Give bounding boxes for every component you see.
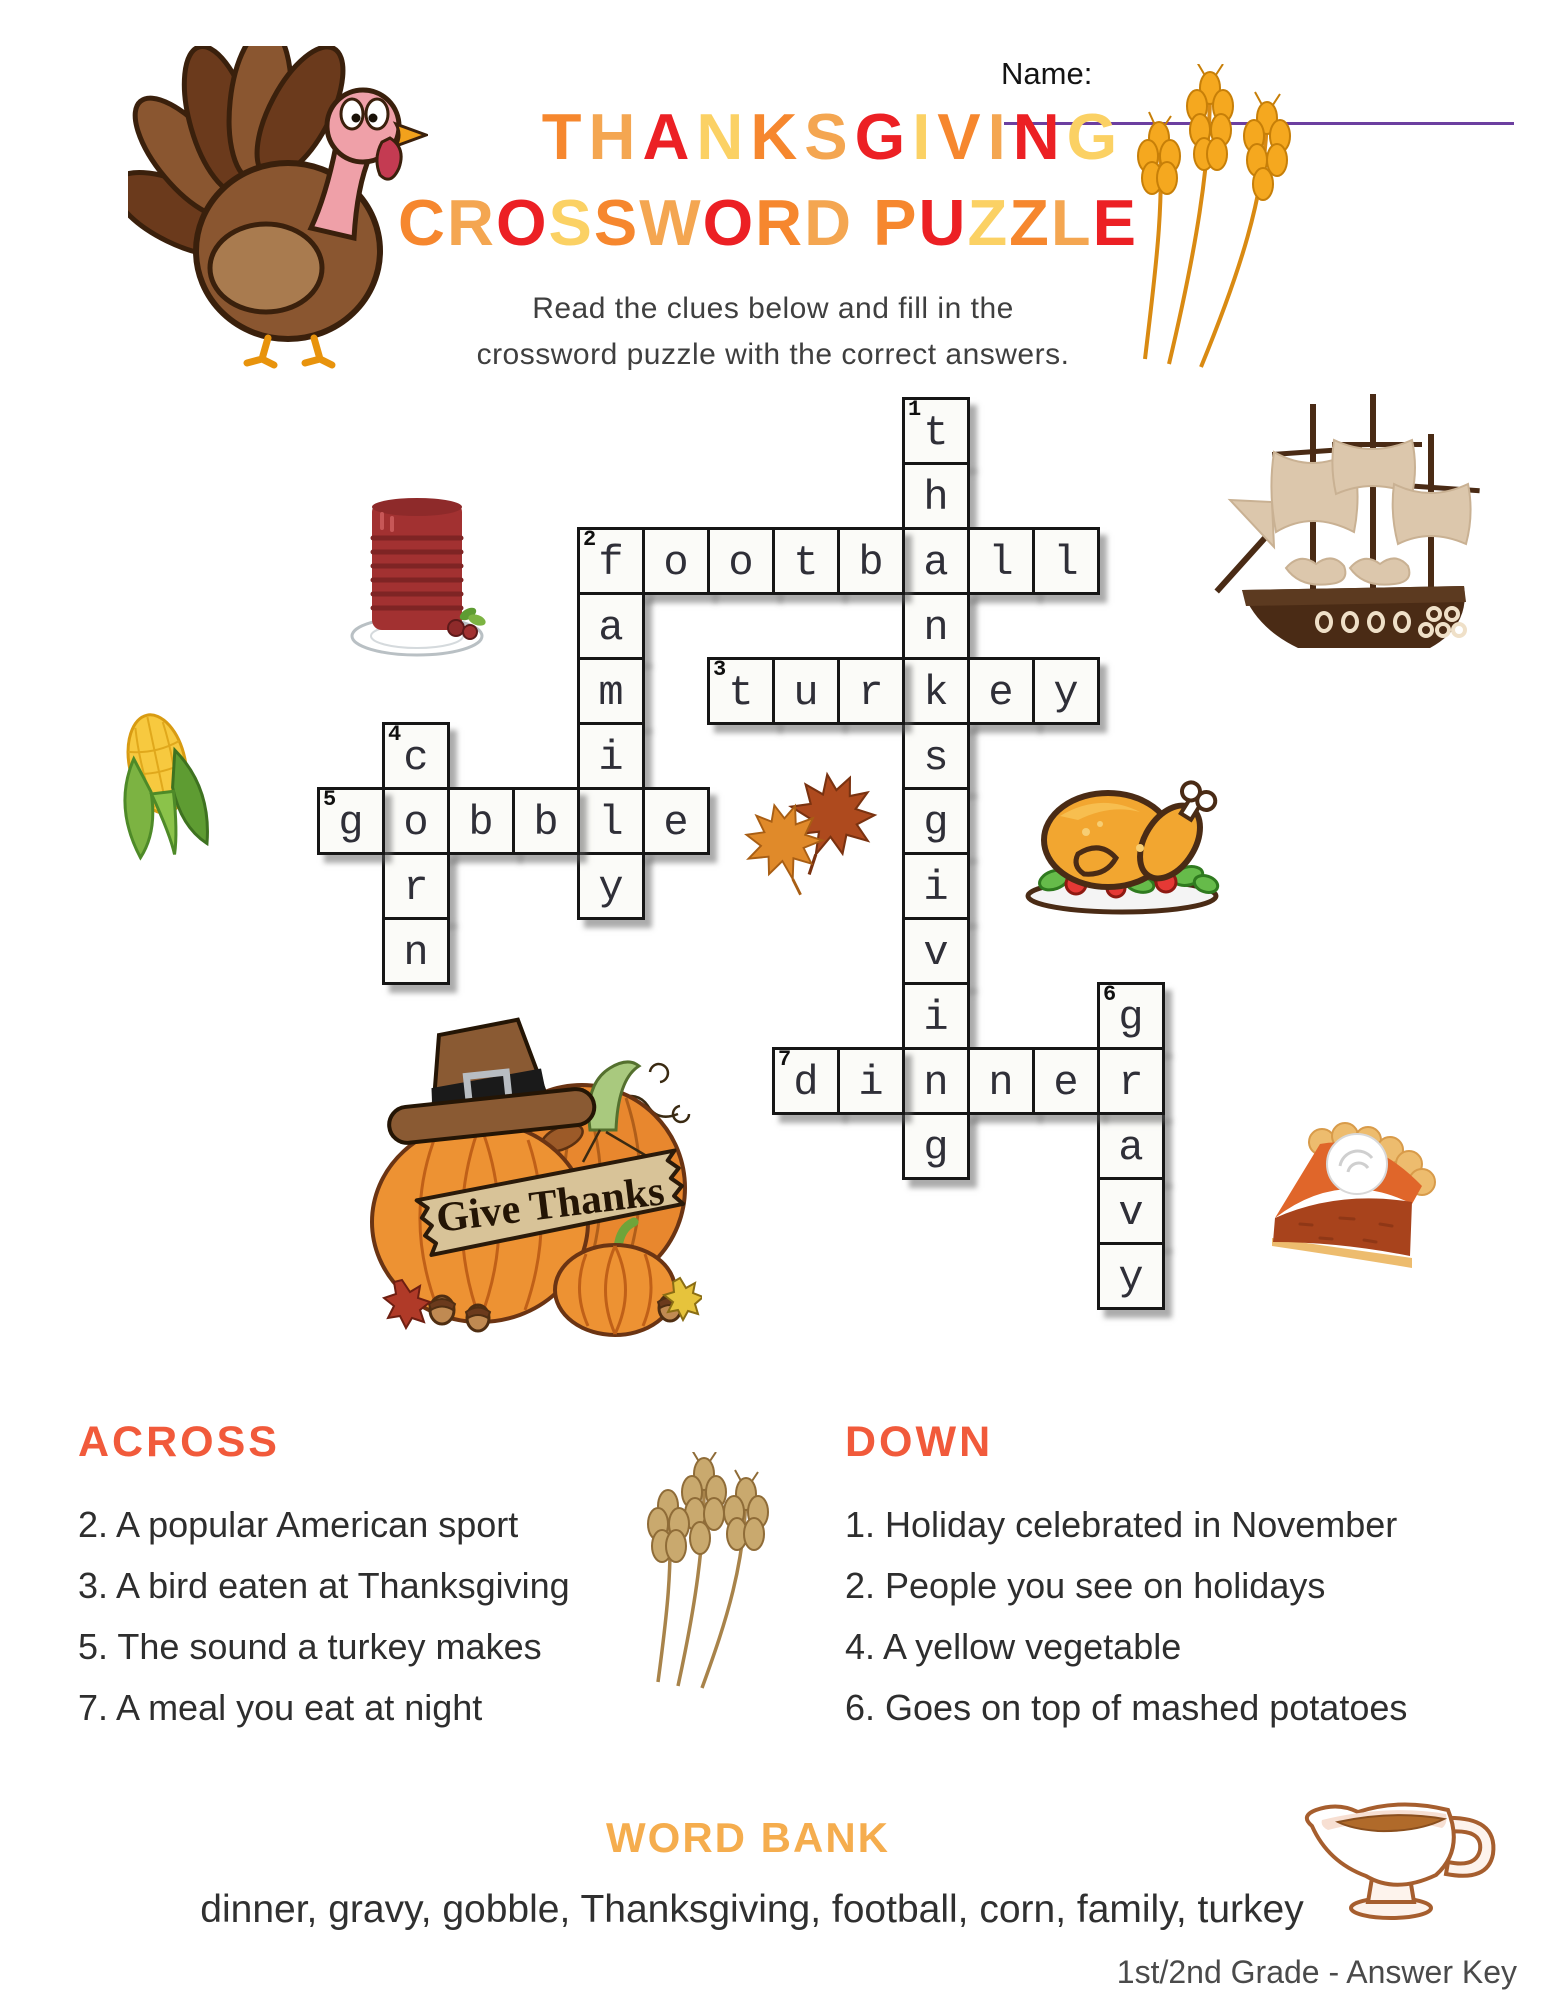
crossword-cell[interactable] [382,787,450,855]
crossword-cell[interactable] [1032,1047,1100,1115]
cell-letter: i [923,863,949,912]
cell-number: 5 [323,787,337,812]
pumpkin-pie-icon [1260,1106,1438,1278]
title-letter: Z [1009,186,1051,259]
crossword-cell[interactable] [707,657,775,725]
crossword-cell[interactable] [642,787,710,855]
crossword-cell[interactable] [967,527,1035,595]
name-label: Name: [1001,56,1093,91]
cell-letter: n [923,603,949,652]
title-letter: I [987,100,1013,173]
title-letter: O [702,186,756,259]
title-letter: L [1050,186,1093,259]
cell-letter: l [988,538,1014,587]
grade-answer-key-label: 1st/2nd Grade - Answer Key [1116,1954,1517,1990]
golden-wheat-icon [1115,64,1320,372]
crossword-cell[interactable] [837,527,905,595]
crossword-cell[interactable] [772,657,840,725]
cell-letter: r [858,668,884,717]
cell-letter: o [728,538,754,587]
crossword-cell[interactable] [317,787,385,855]
cell-letter: l [1053,538,1079,587]
crossword-cell[interactable] [902,462,970,530]
crossword-cell[interactable] [1097,1112,1165,1180]
cell-letter: b [858,538,884,587]
across-clue-5: 5. The sound a turkey makes [78,1626,542,1667]
cell-letter: i [858,1058,884,1107]
cell-letter: r [403,863,429,912]
title-letter: S [593,186,640,259]
cell-letter: g [1118,993,1144,1042]
cell-letter: e [988,668,1014,717]
cell-letter: t [728,668,754,717]
crossword-cell[interactable] [902,852,970,920]
crossword-cell[interactable] [382,852,450,920]
title-letter: E [1092,186,1138,259]
cell-number: 3 [713,657,727,682]
title-letter: R [755,186,805,259]
cell-letter: l [598,798,624,847]
across-clues [78,1494,570,1738]
title-letter: P [873,186,919,259]
crossword-cell[interactable] [512,787,580,855]
title-letter: A [642,100,697,173]
cell-letter: y [1118,1253,1144,1302]
title-letter: D [804,186,854,259]
word-bank-header: WORD BANK [606,1814,890,1861]
cell-letter: y [598,863,624,912]
cell-letter: u [793,668,819,717]
cell-letter: t [793,538,819,587]
title-line-2 [398,186,1138,259]
cell-letter: a [598,603,624,652]
crossword-cell[interactable] [902,657,970,725]
crossword-cell[interactable] [577,527,645,595]
cell-letter: m [598,668,624,717]
down-clues [845,1494,1407,1738]
cell-letter: y [1053,668,1079,717]
title-letter: K [750,100,805,173]
crossword-cell[interactable] [382,917,450,985]
corn-cob-icon [106,706,214,864]
crossword-cell[interactable] [577,592,645,660]
crossword-cell[interactable] [902,787,970,855]
title-line-1 [541,100,1125,173]
title-letter: G [1066,100,1125,173]
crossword-cell[interactable] [707,527,775,595]
cell-letter: e [1053,1058,1079,1107]
cell-letter: v [1118,1188,1144,1237]
cell-letter: g [923,1123,949,1172]
crossword-cell[interactable] [1097,1177,1165,1245]
crossword-cell[interactable] [577,722,645,790]
crossword-cell[interactable] [772,1047,840,1115]
crossword-cell[interactable] [1032,657,1100,725]
cell-letter: i [598,733,624,782]
down-clue-4: 4. A yellow vegetable [845,1626,1182,1667]
across-clue-3: 3. A bird eaten at Thanksgiving [78,1565,570,1606]
cell-letter: n [988,1058,1014,1107]
crossword-cell[interactable] [902,1047,970,1115]
crossword-cell[interactable] [837,1047,905,1115]
title-letter [853,186,873,259]
crossword-cell[interactable] [577,852,645,920]
cell-letter: o [403,798,429,847]
cell-letter: i [923,993,949,1042]
crossword-cell[interactable] [837,657,905,725]
crossword-cell[interactable] [1032,527,1100,595]
cell-number: 1 [908,397,922,422]
crossword-cell[interactable] [642,527,710,595]
tan-wheat-icon [634,1452,792,1692]
title-letter: I [912,100,938,173]
crossword-cell[interactable] [1097,1242,1165,1310]
cell-letter: a [1118,1123,1144,1172]
cell-letter: k [923,668,949,717]
crossword-cell[interactable] [772,527,840,595]
cell-letter: g [923,798,949,847]
crossword-cell[interactable] [1097,1047,1165,1115]
crossword-cell[interactable] [902,722,970,790]
title-letter: G [854,100,913,173]
crossword-cell[interactable] [902,397,970,465]
title-letter: S [548,186,594,259]
crossword-cell[interactable] [1097,982,1165,1050]
crossword-cell[interactable] [577,787,645,855]
give-thanks-banner-text: Give Thanks [433,1168,667,1242]
crossword-cell[interactable] [902,982,970,1050]
crossword-cell[interactable] [447,787,515,855]
word-bank-words: dinner, gravy, gobble, Thanksgiving, football, corn, family, turkey [200,1888,1304,1931]
title-letter: N [1012,100,1067,173]
crossword-cell[interactable] [967,1047,1035,1115]
crossword-cell[interactable] [382,722,450,790]
title-letter: U [918,186,968,259]
cell-letter: f [598,538,624,587]
cell-letter: n [923,1058,949,1107]
cell-number: 4 [388,722,402,747]
down-clue-2: 2. People you see on holidays [845,1565,1326,1606]
title-letter: W [639,186,703,259]
cell-letter: r [1118,1058,1144,1107]
cell-number: 7 [778,1047,792,1072]
cell-letter: v [923,928,949,977]
down-clue-1: 1. Holiday celebrated in November [845,1504,1398,1545]
title-letter: T [541,100,589,173]
instructions-line-2: crossword puzzle with the correct answers. [476,338,1070,371]
cell-letter: b [533,798,559,847]
title-letter: H [588,100,643,173]
title-letter: C [398,186,447,259]
title-letter: N [696,100,751,173]
across-clue-2: 2. A popular American sport [78,1504,519,1545]
cell-letter: n [403,928,429,977]
crossword-cell[interactable] [577,657,645,725]
title-letter: O [495,186,549,259]
crossword-cell[interactable] [902,1112,970,1180]
crossword-cell[interactable] [902,917,970,985]
cell-letter: s [923,733,949,782]
cell-letter: a [923,538,949,587]
cell-letter: d [793,1058,819,1107]
instructions-text [477,286,1070,378]
cell-letter: c [403,733,429,782]
cell-letter: g [338,798,364,847]
cell-letter: t [923,408,949,457]
gravy-boat-icon [1296,1770,1504,1922]
crossword-cell[interactable] [967,657,1035,725]
mayflower-ship-icon [1212,382,1487,667]
crossword-cell[interactable] [902,527,970,595]
title-letter: R [447,186,496,259]
down-header: DOWN [845,1418,994,1466]
cell-letter: o [663,538,689,587]
across-header: ACROSS [78,1418,280,1466]
cartoon-turkey-icon [128,46,428,371]
instructions-line-1: Read the clues below and fill in the [532,292,1014,325]
title-letter: Z [967,186,1010,259]
cell-number: 6 [1103,982,1117,1007]
down-clue-6: 6. Goes on top of mashed potatoes [845,1687,1408,1728]
title-letter: V [937,100,988,173]
crossword-cell[interactable] [902,592,970,660]
cell-letter: e [663,798,689,847]
cell-letter: h [923,473,949,522]
crossword-grid [317,397,1232,1312]
across-clue-7: 7. A meal you eat at night [78,1687,483,1728]
title-letter: S [804,100,855,173]
cell-letter: b [468,798,494,847]
cell-number: 2 [583,527,597,552]
